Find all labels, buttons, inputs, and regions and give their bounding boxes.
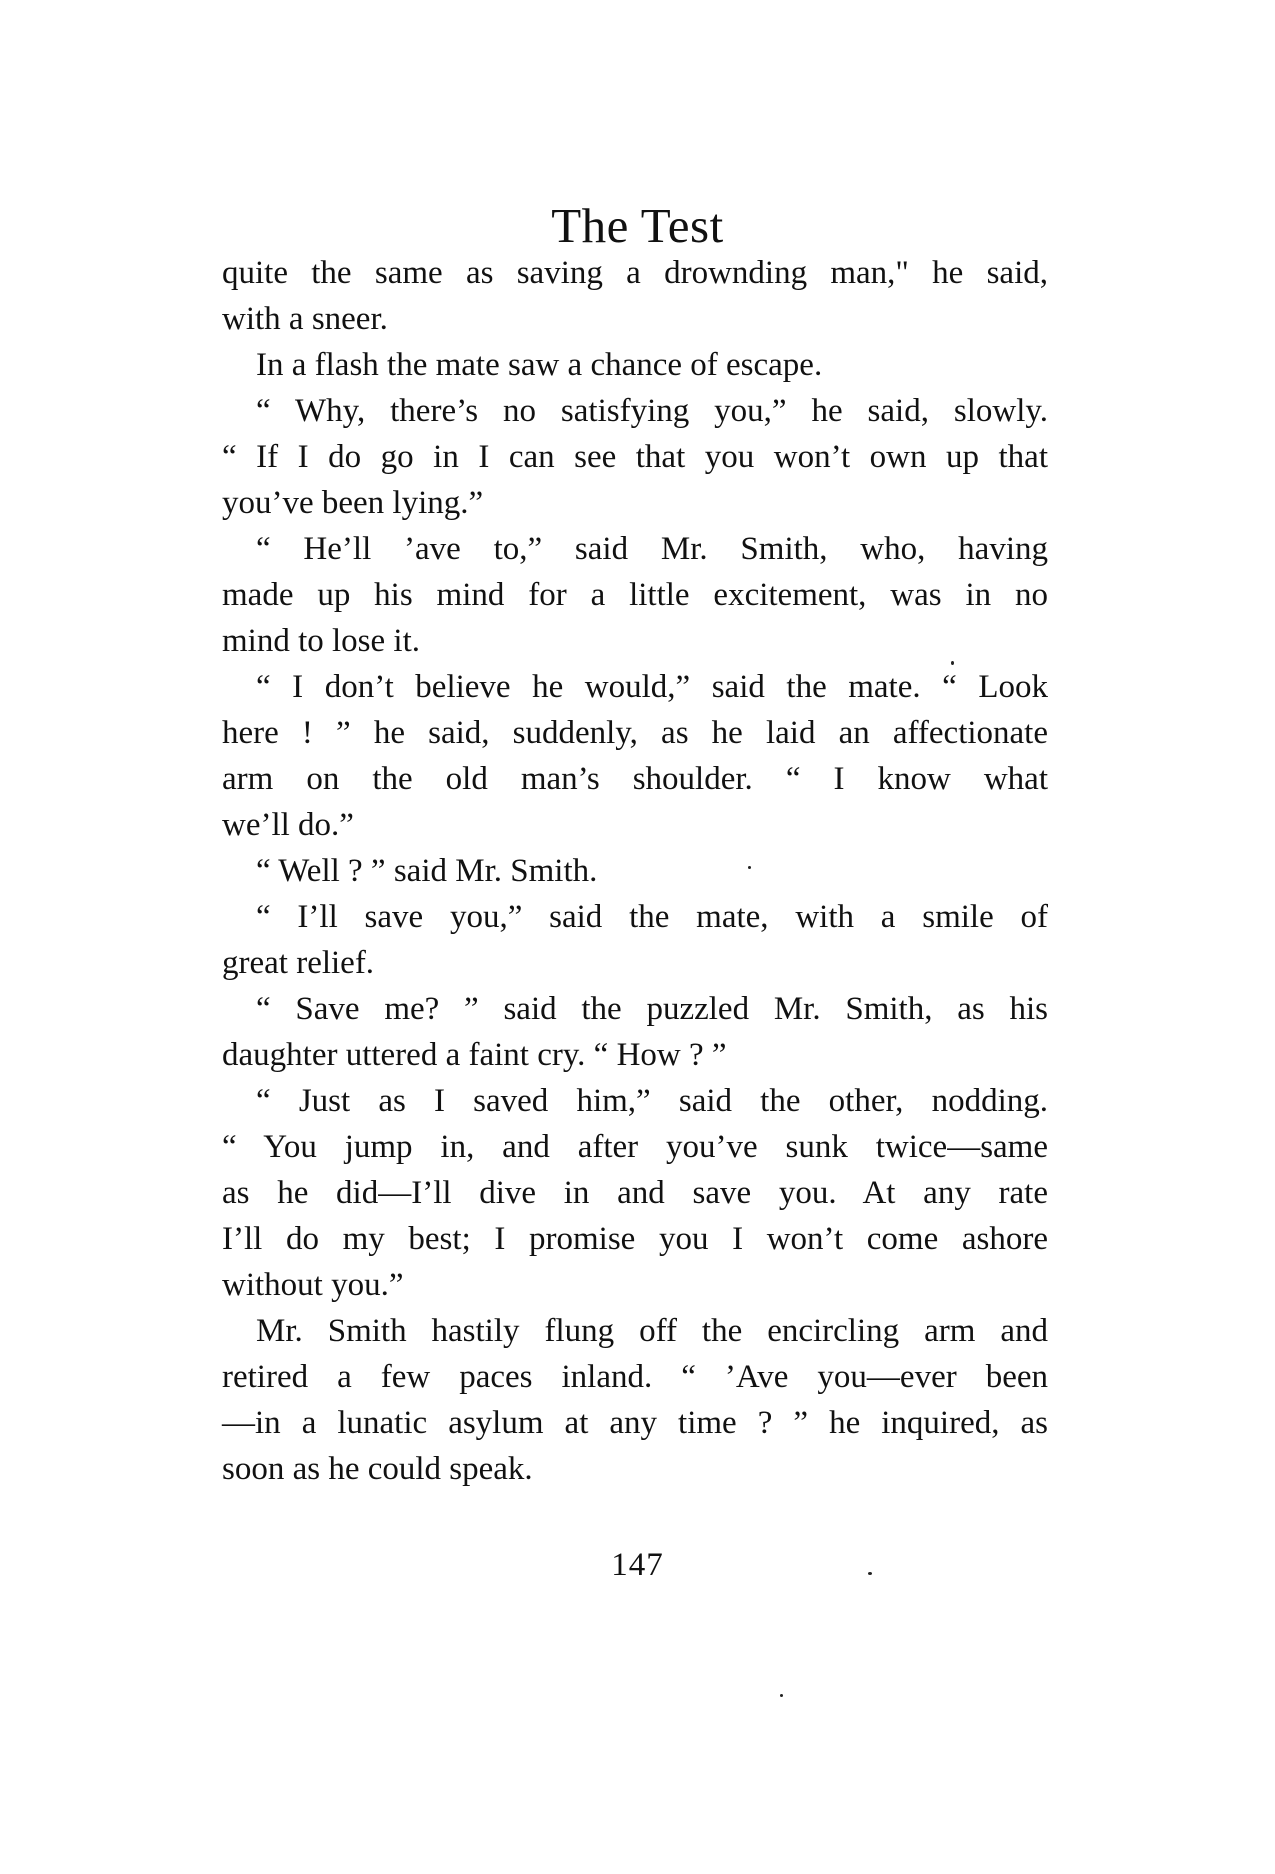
text-line: “ Just as I saved him,” said the other, nodding. (256, 1083, 1048, 1119)
text-line: “ I’ll save you,” said the mate, with a smile of (256, 899, 1048, 935)
page-number: 147 (611, 1547, 664, 1583)
ink-speck (951, 661, 954, 665)
text-line: quite the same as saving a drownding man," he said, (222, 255, 1048, 291)
text-line: arm on the old man’s shoulder. “ I know what (222, 761, 1048, 797)
text-line: mind to lose it. (222, 623, 420, 659)
text-line: daughter uttered a faint cry. “ How ? ” (222, 1037, 727, 1073)
text-line: In a flash the mate saw a chance of escape. (256, 347, 823, 383)
running-head: The Test (551, 198, 724, 253)
text-line: “ If I do go in I can see that you won’t own up that (222, 439, 1048, 475)
text-line: here ! ” he said, suddenly, as he laid an affectionate (222, 715, 1048, 751)
text-line: “ Save me? ” said the puzzled Mr. Smith, as his (256, 991, 1048, 1027)
text-line: great relief. (222, 945, 375, 981)
text-line: “ I don’t believe he would,” said the mate. “ Look (256, 669, 1048, 705)
text-line: you’ve been lying.” (222, 485, 484, 521)
text-line: soon as he could speak. (222, 1451, 533, 1487)
text-line: “ He’ll ’ave to,” said Mr. Smith, who, having (256, 531, 1048, 567)
ink-speck (748, 866, 751, 869)
text-line: retired a few paces inland. “ ’Ave you—ever been (222, 1359, 1048, 1395)
text-line: we’ll do.” (222, 807, 354, 843)
text-line: “ You jump in, and after you’ve sunk twice—same (222, 1129, 1048, 1165)
text-line: as he did—I’ll dive in and save you. At any rate (222, 1175, 1048, 1211)
text-line: “ Why, there’s no satisfying you,” he said, slowly. (256, 393, 1048, 429)
text-line: made up his mind for a little excitement, was in no (222, 577, 1048, 613)
body-text (222, 250, 1048, 1492)
text-line: I’ll do my best; I promise you I won’t come ashore (222, 1221, 1048, 1257)
text-line: without you.” (222, 1267, 404, 1303)
text-line: with a sneer. (222, 301, 388, 337)
text-line: —in a lunatic asylum at any time ? ” he inquired, as (222, 1405, 1048, 1441)
ink-speck (780, 1694, 783, 1697)
text-line: “ Well ? ” said Mr. Smith. (256, 853, 598, 889)
ink-speck (868, 1572, 872, 1575)
text-line: Mr. Smith hastily flung off the encircling arm and (256, 1313, 1048, 1349)
